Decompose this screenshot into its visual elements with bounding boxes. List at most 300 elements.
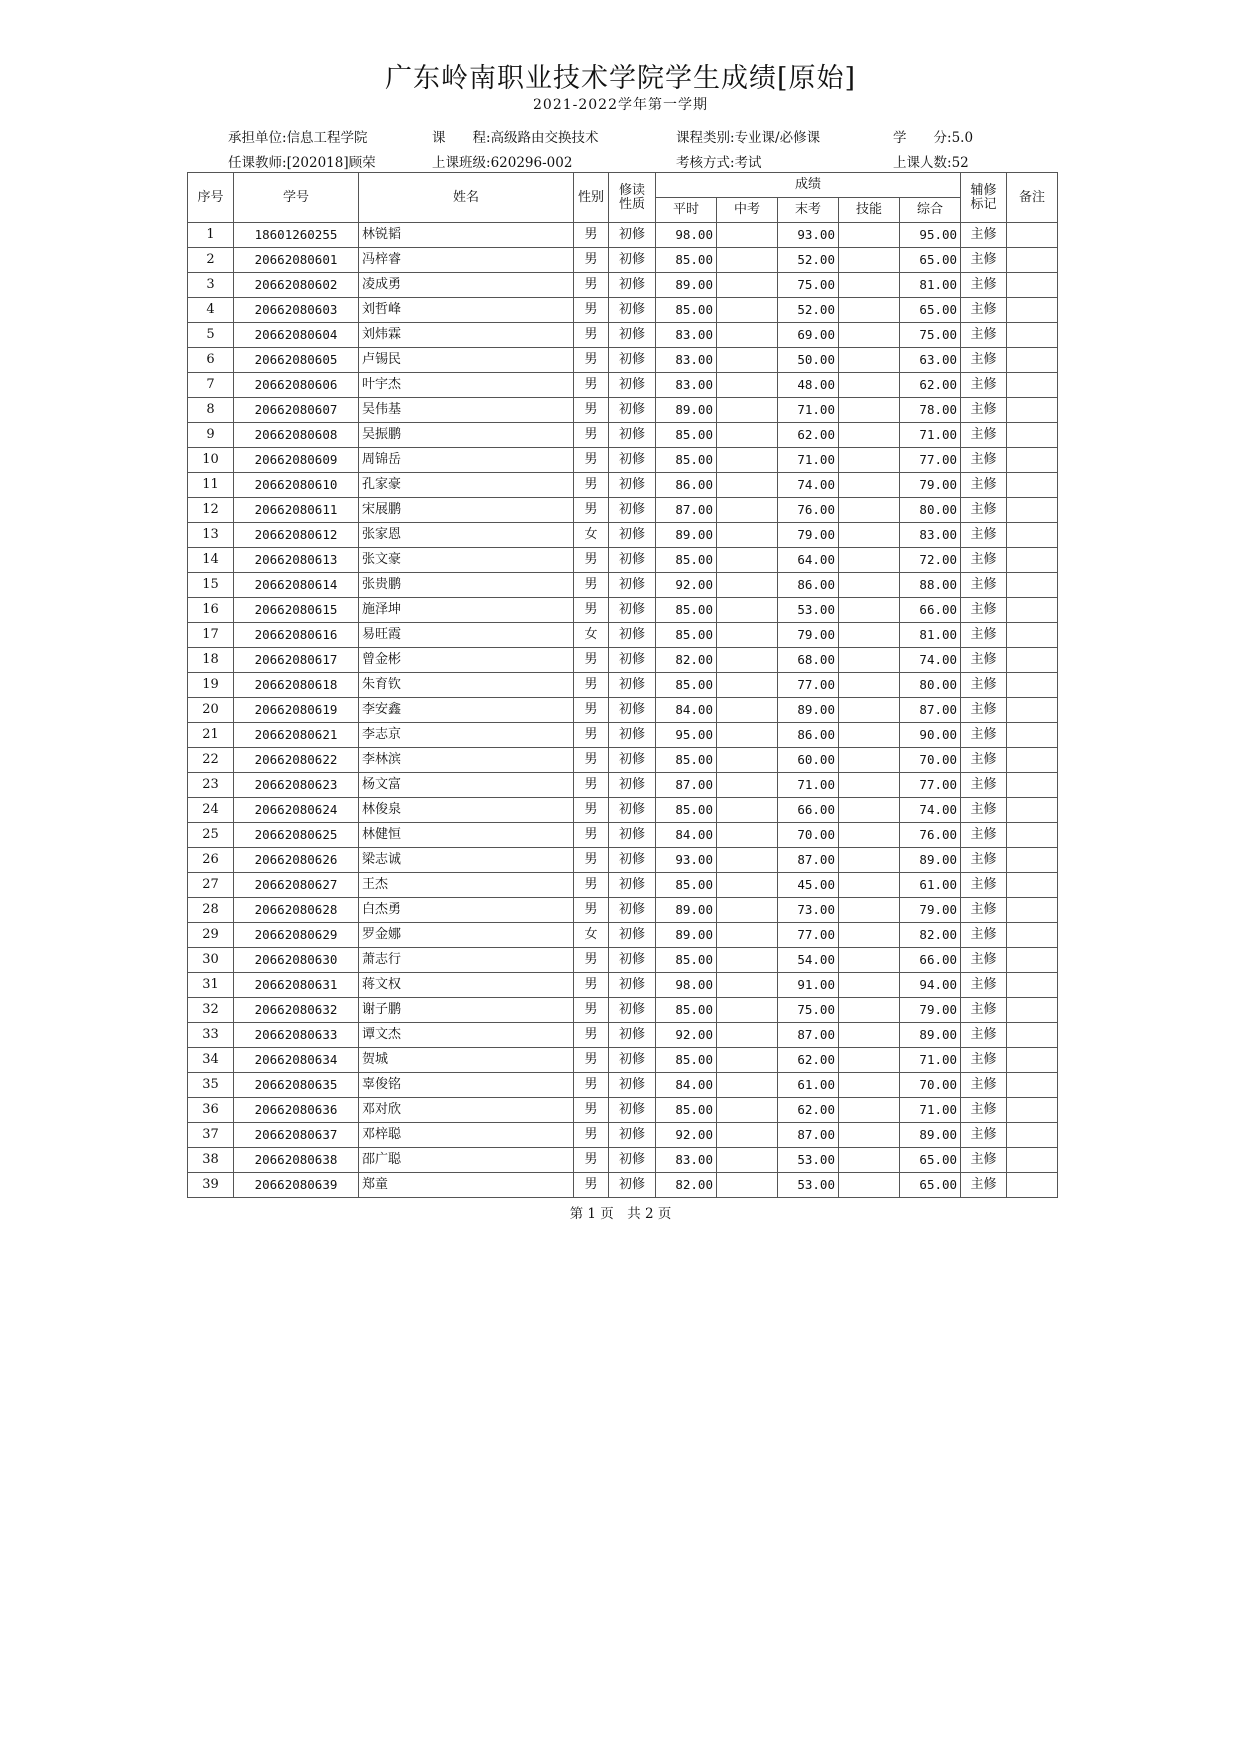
cell-minor-mark: 主修 bbox=[961, 998, 1007, 1023]
table-row bbox=[188, 1173, 1058, 1198]
cell-skill bbox=[839, 973, 900, 998]
cell-usual: 95.00 bbox=[656, 723, 717, 748]
cell-final: 66.00 bbox=[778, 798, 839, 823]
cell-student-id: 20662080614 bbox=[234, 573, 359, 598]
cell-name: 邓梓聪 bbox=[359, 1123, 574, 1148]
cell-student-id: 20662080631 bbox=[234, 973, 359, 998]
table-row bbox=[188, 498, 1058, 523]
cell-student-id: 20662080610 bbox=[234, 473, 359, 498]
cell-gender: 男 bbox=[574, 1173, 609, 1198]
cell-student-id: 20662080617 bbox=[234, 648, 359, 673]
cell-midterm bbox=[717, 848, 778, 873]
cell-final: 71.00 bbox=[778, 448, 839, 473]
cell-remark bbox=[1007, 548, 1058, 573]
cell-midterm bbox=[717, 998, 778, 1023]
cell-midterm bbox=[717, 423, 778, 448]
cell-seq: 8 bbox=[188, 398, 234, 423]
cell-seq: 33 bbox=[188, 1023, 234, 1048]
cell-usual: 83.00 bbox=[656, 373, 717, 398]
header-gender: 性别 bbox=[574, 173, 609, 223]
cell-midterm bbox=[717, 223, 778, 248]
cell-minor-mark: 主修 bbox=[961, 298, 1007, 323]
table-row bbox=[188, 223, 1058, 248]
cell-gender: 男 bbox=[574, 698, 609, 723]
cell-student-id: 20662080627 bbox=[234, 873, 359, 898]
cell-midterm bbox=[717, 973, 778, 998]
info-category-value: 专业课/必修课 bbox=[734, 130, 821, 146]
cell-seq: 24 bbox=[188, 798, 234, 823]
cell-study-type: 初修 bbox=[609, 998, 656, 1023]
cell-gender: 男 bbox=[574, 723, 609, 748]
cell-final: 77.00 bbox=[778, 673, 839, 698]
cell-name: 郑童 bbox=[359, 1173, 574, 1198]
cell-total: 82.00 bbox=[900, 923, 961, 948]
cell-total: 70.00 bbox=[900, 1073, 961, 1098]
cell-usual: 98.00 bbox=[656, 223, 717, 248]
cell-remark bbox=[1007, 698, 1058, 723]
cell-seq: 35 bbox=[188, 1073, 234, 1098]
cell-usual: 85.00 bbox=[656, 448, 717, 473]
cell-minor-mark: 主修 bbox=[961, 723, 1007, 748]
cell-remark bbox=[1007, 898, 1058, 923]
cell-seq: 11 bbox=[188, 473, 234, 498]
cell-student-id: 20662080623 bbox=[234, 773, 359, 798]
cell-name: 辜俊铭 bbox=[359, 1073, 574, 1098]
cell-midterm bbox=[717, 473, 778, 498]
cell-study-type: 初修 bbox=[609, 448, 656, 473]
cell-student-id: 20662080632 bbox=[234, 998, 359, 1023]
cell-study-type: 初修 bbox=[609, 848, 656, 873]
cell-name: 张文豪 bbox=[359, 548, 574, 573]
cell-minor-mark: 主修 bbox=[961, 648, 1007, 673]
cell-remark bbox=[1007, 748, 1058, 773]
cell-midterm bbox=[717, 948, 778, 973]
cell-study-type: 初修 bbox=[609, 1023, 656, 1048]
cell-minor-mark: 主修 bbox=[961, 623, 1007, 648]
cell-study-type: 初修 bbox=[609, 573, 656, 598]
cell-minor-mark: 主修 bbox=[961, 1023, 1007, 1048]
cell-gender: 男 bbox=[574, 673, 609, 698]
cell-midterm bbox=[717, 573, 778, 598]
cell-minor-mark: 主修 bbox=[961, 598, 1007, 623]
header-minor-mark bbox=[961, 173, 1007, 223]
table-row bbox=[188, 373, 1058, 398]
cell-midterm bbox=[717, 623, 778, 648]
cell-skill bbox=[839, 1148, 900, 1173]
cell-midterm bbox=[717, 373, 778, 398]
table-row bbox=[188, 273, 1058, 298]
cell-final: 54.00 bbox=[778, 948, 839, 973]
table-row bbox=[188, 623, 1058, 648]
cell-study-type: 初修 bbox=[609, 773, 656, 798]
cell-gender: 男 bbox=[574, 948, 609, 973]
cell-skill bbox=[839, 623, 900, 648]
cell-minor-mark: 主修 bbox=[961, 1173, 1007, 1198]
cell-name: 张贵鹏 bbox=[359, 573, 574, 598]
cell-study-type: 初修 bbox=[609, 1098, 656, 1123]
info-teacher-label: 任课教师: bbox=[228, 155, 287, 171]
cell-name: 李林滨 bbox=[359, 748, 574, 773]
cell-minor-mark: 主修 bbox=[961, 348, 1007, 373]
table-row bbox=[188, 773, 1058, 798]
cell-name: 白杰勇 bbox=[359, 898, 574, 923]
table-row bbox=[188, 648, 1058, 673]
cell-total: 63.00 bbox=[900, 348, 961, 373]
cell-name: 吴伟基 bbox=[359, 398, 574, 423]
cell-student-id: 20662080634 bbox=[234, 1048, 359, 1073]
cell-minor-mark: 主修 bbox=[961, 498, 1007, 523]
cell-skill bbox=[839, 548, 900, 573]
table-row bbox=[188, 298, 1058, 323]
cell-total: 83.00 bbox=[900, 523, 961, 548]
cell-remark bbox=[1007, 498, 1058, 523]
cell-student-id: 20662080637 bbox=[234, 1123, 359, 1148]
table-row bbox=[188, 723, 1058, 748]
table-row bbox=[188, 873, 1058, 898]
info-count bbox=[893, 151, 969, 171]
cell-total: 79.00 bbox=[900, 998, 961, 1023]
cell-minor-mark: 主修 bbox=[961, 473, 1007, 498]
cell-seq: 21 bbox=[188, 723, 234, 748]
cell-minor-mark: 主修 bbox=[961, 1048, 1007, 1073]
cell-usual: 85.00 bbox=[656, 248, 717, 273]
cell-final: 45.00 bbox=[778, 873, 839, 898]
header-study-type bbox=[609, 173, 656, 223]
cell-gender: 男 bbox=[574, 1023, 609, 1048]
cell-minor-mark: 主修 bbox=[961, 973, 1007, 998]
cell-study-type: 初修 bbox=[609, 1073, 656, 1098]
cell-usual: 82.00 bbox=[656, 1173, 717, 1198]
cell-study-type: 初修 bbox=[609, 548, 656, 573]
table-row bbox=[188, 973, 1058, 998]
cell-final: 76.00 bbox=[778, 498, 839, 523]
cell-total: 78.00 bbox=[900, 398, 961, 423]
cell-total: 87.00 bbox=[900, 698, 961, 723]
info-credit-label: 学 分: bbox=[893, 130, 952, 146]
table-row bbox=[188, 1023, 1058, 1048]
cell-usual: 84.00 bbox=[656, 698, 717, 723]
cell-final: 79.00 bbox=[778, 523, 839, 548]
cell-student-id: 20662080621 bbox=[234, 723, 359, 748]
cell-student-id: 20662080605 bbox=[234, 348, 359, 373]
cell-name: 刘炜霖 bbox=[359, 323, 574, 348]
cell-remark bbox=[1007, 1148, 1058, 1173]
header-name: 姓名 bbox=[359, 173, 574, 223]
info-exam-label: 考核方式: bbox=[676, 155, 735, 171]
cell-student-id: 20662080625 bbox=[234, 823, 359, 848]
cell-final: 73.00 bbox=[778, 898, 839, 923]
cell-seq: 3 bbox=[188, 273, 234, 298]
cell-minor-mark: 主修 bbox=[961, 573, 1007, 598]
cell-seq: 39 bbox=[188, 1173, 234, 1198]
header-midterm: 中考 bbox=[717, 198, 778, 223]
cell-total: 88.00 bbox=[900, 573, 961, 598]
document-title: 广东岭南职业技术学院学生成绩[原始] bbox=[384, 63, 857, 94]
cell-seq: 19 bbox=[188, 673, 234, 698]
cell-skill bbox=[839, 473, 900, 498]
cell-seq: 30 bbox=[188, 948, 234, 973]
cell-study-type: 初修 bbox=[609, 623, 656, 648]
cell-study-type: 初修 bbox=[609, 1148, 656, 1173]
cell-student-id: 20662080639 bbox=[234, 1173, 359, 1198]
cell-total: 65.00 bbox=[900, 248, 961, 273]
cell-minor-mark: 主修 bbox=[961, 798, 1007, 823]
cell-seq: 5 bbox=[188, 323, 234, 348]
cell-usual: 93.00 bbox=[656, 848, 717, 873]
table-row bbox=[188, 573, 1058, 598]
cell-usual: 85.00 bbox=[656, 548, 717, 573]
cell-usual: 84.00 bbox=[656, 823, 717, 848]
cell-student-id: 20662080608 bbox=[234, 423, 359, 448]
cell-remark bbox=[1007, 998, 1058, 1023]
cell-minor-mark: 主修 bbox=[961, 873, 1007, 898]
cell-student-id: 20662080633 bbox=[234, 1023, 359, 1048]
cell-final: 87.00 bbox=[778, 848, 839, 873]
cell-final: 62.00 bbox=[778, 423, 839, 448]
cell-total: 65.00 bbox=[900, 1148, 961, 1173]
cell-seq: 1 bbox=[188, 223, 234, 248]
cell-final: 71.00 bbox=[778, 773, 839, 798]
cell-usual: 85.00 bbox=[656, 748, 717, 773]
cell-skill bbox=[839, 698, 900, 723]
cell-gender: 男 bbox=[574, 298, 609, 323]
cell-total: 76.00 bbox=[900, 823, 961, 848]
cell-name: 邓对欣 bbox=[359, 1098, 574, 1123]
cell-seq: 29 bbox=[188, 923, 234, 948]
cell-skill bbox=[839, 348, 900, 373]
table-row bbox=[188, 473, 1058, 498]
cell-name: 蒋文权 bbox=[359, 973, 574, 998]
cell-name: 朱育钦 bbox=[359, 673, 574, 698]
cell-seq: 28 bbox=[188, 898, 234, 923]
cell-gender: 女 bbox=[574, 923, 609, 948]
cell-remark bbox=[1007, 723, 1058, 748]
cell-seq: 6 bbox=[188, 348, 234, 373]
cell-usual: 89.00 bbox=[656, 523, 717, 548]
cell-name: 冯梓睿 bbox=[359, 248, 574, 273]
cell-name: 叶宇杰 bbox=[359, 373, 574, 398]
cell-midterm bbox=[717, 1148, 778, 1173]
cell-remark bbox=[1007, 798, 1058, 823]
cell-remark bbox=[1007, 923, 1058, 948]
table-row bbox=[188, 673, 1058, 698]
cell-final: 70.00 bbox=[778, 823, 839, 848]
cell-skill bbox=[839, 1123, 900, 1148]
cell-midterm bbox=[717, 1048, 778, 1073]
cell-student-id: 20662080613 bbox=[234, 548, 359, 573]
cell-remark bbox=[1007, 223, 1058, 248]
cell-gender: 男 bbox=[574, 1048, 609, 1073]
cell-usual: 86.00 bbox=[656, 473, 717, 498]
header-minor-mark-line1: 辅修 bbox=[970, 182, 997, 198]
cell-gender: 男 bbox=[574, 323, 609, 348]
cell-usual: 89.00 bbox=[656, 273, 717, 298]
cell-skill bbox=[839, 398, 900, 423]
cell-gender: 男 bbox=[574, 348, 609, 373]
table-row bbox=[188, 1073, 1058, 1098]
cell-final: 52.00 bbox=[778, 248, 839, 273]
cell-name: 罗金娜 bbox=[359, 923, 574, 948]
cell-student-id: 20662080636 bbox=[234, 1098, 359, 1123]
cell-study-type: 初修 bbox=[609, 898, 656, 923]
cell-seq: 26 bbox=[188, 848, 234, 873]
cell-study-type: 初修 bbox=[609, 923, 656, 948]
info-unit bbox=[228, 126, 368, 146]
cell-student-id: 20662080624 bbox=[234, 798, 359, 823]
cell-minor-mark: 主修 bbox=[961, 423, 1007, 448]
table-row bbox=[188, 1148, 1058, 1173]
cell-seq: 10 bbox=[188, 448, 234, 473]
info-teacher bbox=[228, 151, 376, 171]
cell-usual: 85.00 bbox=[656, 873, 717, 898]
cell-total: 66.00 bbox=[900, 598, 961, 623]
cell-skill bbox=[839, 1048, 900, 1073]
cell-skill bbox=[839, 948, 900, 973]
header-final: 末考 bbox=[778, 198, 839, 223]
cell-name: 卢锡民 bbox=[359, 348, 574, 373]
cell-minor-mark: 主修 bbox=[961, 698, 1007, 723]
cell-gender: 男 bbox=[574, 598, 609, 623]
cell-seq: 38 bbox=[188, 1148, 234, 1173]
cell-study-type: 初修 bbox=[609, 423, 656, 448]
cell-study-type: 初修 bbox=[609, 498, 656, 523]
cell-gender: 男 bbox=[574, 748, 609, 773]
cell-midterm bbox=[717, 1123, 778, 1148]
cell-usual: 85.00 bbox=[656, 623, 717, 648]
cell-total: 79.00 bbox=[900, 473, 961, 498]
cell-minor-mark: 主修 bbox=[961, 773, 1007, 798]
cell-midterm bbox=[717, 1098, 778, 1123]
cell-gender: 男 bbox=[574, 998, 609, 1023]
cell-name: 刘哲峰 bbox=[359, 298, 574, 323]
info-class bbox=[432, 151, 572, 171]
cell-gender: 男 bbox=[574, 448, 609, 473]
cell-usual: 89.00 bbox=[656, 923, 717, 948]
cell-usual: 89.00 bbox=[656, 398, 717, 423]
cell-study-type: 初修 bbox=[609, 1048, 656, 1073]
cell-total: 94.00 bbox=[900, 973, 961, 998]
cell-skill bbox=[839, 523, 900, 548]
cell-study-type: 初修 bbox=[609, 648, 656, 673]
cell-skill bbox=[839, 423, 900, 448]
cell-study-type: 初修 bbox=[609, 1123, 656, 1148]
cell-skill bbox=[839, 873, 900, 898]
cell-final: 75.00 bbox=[778, 998, 839, 1023]
cell-seq: 31 bbox=[188, 973, 234, 998]
cell-seq: 14 bbox=[188, 548, 234, 573]
cell-final: 68.00 bbox=[778, 648, 839, 673]
cell-remark bbox=[1007, 1123, 1058, 1148]
cell-total: 75.00 bbox=[900, 323, 961, 348]
info-unit-value: 信息工程学院 bbox=[286, 130, 368, 146]
table-row bbox=[188, 398, 1058, 423]
cell-seq: 9 bbox=[188, 423, 234, 448]
cell-final: 86.00 bbox=[778, 723, 839, 748]
cell-seq: 25 bbox=[188, 823, 234, 848]
cell-usual: 84.00 bbox=[656, 1073, 717, 1098]
cell-study-type: 初修 bbox=[609, 223, 656, 248]
cell-name: 萧志行 bbox=[359, 948, 574, 973]
info-exam bbox=[676, 151, 762, 171]
cell-total: 62.00 bbox=[900, 373, 961, 398]
cell-remark bbox=[1007, 398, 1058, 423]
cell-skill bbox=[839, 273, 900, 298]
cell-final: 53.00 bbox=[778, 1173, 839, 1198]
cell-minor-mark: 主修 bbox=[961, 1123, 1007, 1148]
cell-student-id: 20662080615 bbox=[234, 598, 359, 623]
table-row bbox=[188, 248, 1058, 273]
cell-total: 79.00 bbox=[900, 898, 961, 923]
cell-student-id: 20662080603 bbox=[234, 298, 359, 323]
table-row bbox=[188, 798, 1058, 823]
cell-study-type: 初修 bbox=[609, 798, 656, 823]
cell-student-id: 18601260255 bbox=[234, 223, 359, 248]
cell-minor-mark: 主修 bbox=[961, 898, 1007, 923]
term-subtitle: 2021-2022学年第一学期 bbox=[533, 97, 708, 113]
cell-seq: 36 bbox=[188, 1098, 234, 1123]
cell-seq: 20 bbox=[188, 698, 234, 723]
header-study-type-line1: 修读 bbox=[618, 182, 645, 198]
header-minor-mark-line2: 标记 bbox=[970, 196, 997, 212]
cell-name: 孔家豪 bbox=[359, 473, 574, 498]
cell-usual: 89.00 bbox=[656, 898, 717, 923]
info-unit-label: 承担单位: bbox=[228, 130, 287, 146]
table-row bbox=[188, 1123, 1058, 1148]
cell-student-id: 20662080604 bbox=[234, 323, 359, 348]
cell-name: 王杰 bbox=[359, 873, 574, 898]
info-category-label: 课程类别: bbox=[676, 130, 735, 146]
cell-usual: 85.00 bbox=[656, 598, 717, 623]
cell-minor-mark: 主修 bbox=[961, 823, 1007, 848]
info-exam-value: 考试 bbox=[734, 155, 762, 171]
cell-remark bbox=[1007, 373, 1058, 398]
cell-study-type: 初修 bbox=[609, 298, 656, 323]
cell-final: 52.00 bbox=[778, 298, 839, 323]
cell-skill bbox=[839, 448, 900, 473]
cell-gender: 男 bbox=[574, 823, 609, 848]
cell-midterm bbox=[717, 648, 778, 673]
cell-total: 89.00 bbox=[900, 1123, 961, 1148]
cell-final: 53.00 bbox=[778, 1148, 839, 1173]
cell-minor-mark: 主修 bbox=[961, 398, 1007, 423]
cell-gender: 女 bbox=[574, 623, 609, 648]
cell-remark bbox=[1007, 273, 1058, 298]
cell-minor-mark: 主修 bbox=[961, 848, 1007, 873]
cell-total: 81.00 bbox=[900, 623, 961, 648]
cell-midterm bbox=[717, 1073, 778, 1098]
cell-skill bbox=[839, 573, 900, 598]
cell-seq: 7 bbox=[188, 373, 234, 398]
cell-seq: 16 bbox=[188, 598, 234, 623]
cell-skill bbox=[839, 673, 900, 698]
header-skill: 技能 bbox=[839, 198, 900, 223]
table-row bbox=[188, 523, 1058, 548]
cell-study-type: 初修 bbox=[609, 248, 656, 273]
table-row bbox=[188, 348, 1058, 373]
cell-skill bbox=[839, 848, 900, 873]
cell-skill bbox=[839, 223, 900, 248]
cell-midterm bbox=[717, 823, 778, 848]
info-course-value: 高级路由交换技术 bbox=[490, 130, 599, 146]
cell-remark bbox=[1007, 1098, 1058, 1123]
cell-total: 95.00 bbox=[900, 223, 961, 248]
info-teacher-value: [202018]顾荣 bbox=[286, 155, 376, 171]
cell-study-type: 初修 bbox=[609, 698, 656, 723]
cell-remark bbox=[1007, 973, 1058, 998]
cell-name: 宋展鹏 bbox=[359, 498, 574, 523]
table-row bbox=[188, 748, 1058, 773]
cell-name: 邵广聪 bbox=[359, 1148, 574, 1173]
